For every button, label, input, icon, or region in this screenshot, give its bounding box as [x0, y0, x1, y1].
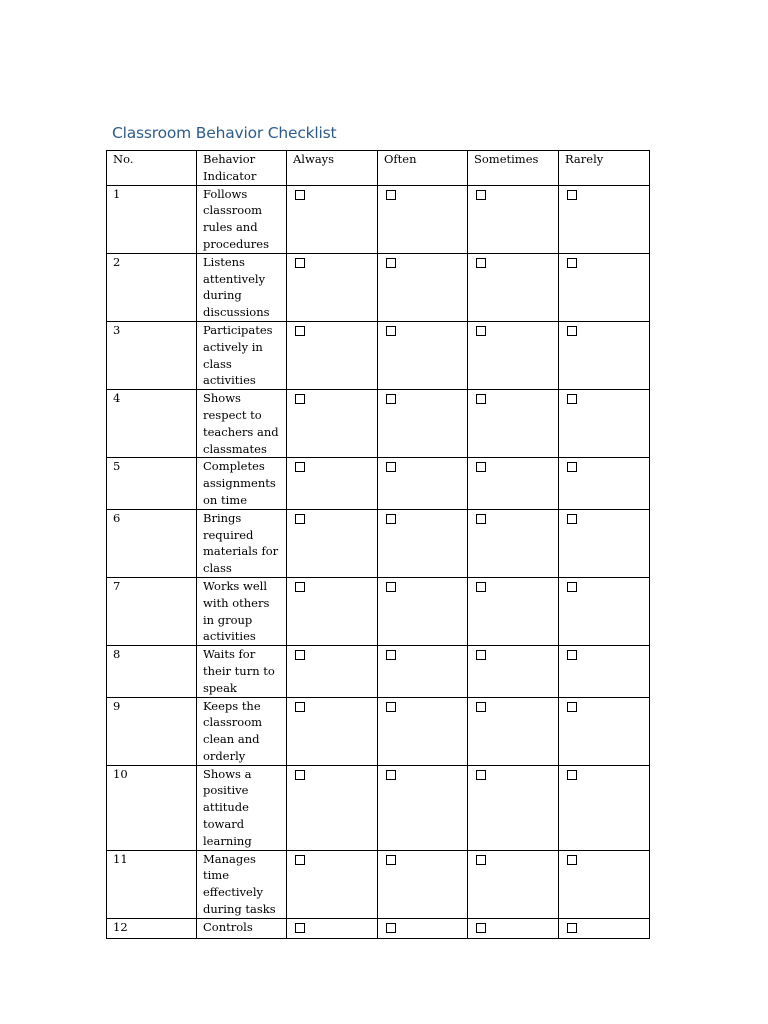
checkbox-always[interactable]	[295, 582, 305, 592]
checkbox-rarely[interactable]	[567, 258, 577, 268]
behavior-checklist-table	[106, 150, 650, 939]
rating-cell-always	[287, 509, 378, 577]
table-row	[107, 850, 650, 918]
checkbox-rarely[interactable]	[567, 855, 577, 865]
rating-cell-often	[378, 390, 468, 458]
rating-cell-rarely	[559, 321, 650, 389]
rating-cell-rarely	[559, 253, 650, 321]
rating-cell-always	[287, 646, 378, 697]
rating-cell-sometimes	[468, 765, 559, 850]
checkbox-rarely[interactable]	[567, 462, 577, 472]
rating-cell-rarely	[559, 509, 650, 577]
checkbox-often[interactable]	[386, 855, 396, 865]
rating-cell-always	[287, 321, 378, 389]
behavior-indicator-cell: Manages time effectively during tasks	[197, 850, 287, 918]
checkbox-sometimes[interactable]	[476, 582, 486, 592]
rating-cell-rarely	[559, 185, 650, 253]
rating-cell-sometimes	[468, 390, 559, 458]
rating-cell-sometimes	[468, 646, 559, 697]
checkbox-always[interactable]	[295, 855, 305, 865]
checkbox-always[interactable]	[295, 770, 305, 780]
checkbox-sometimes[interactable]	[476, 462, 486, 472]
rating-cell-rarely	[559, 697, 650, 765]
table-row	[107, 390, 650, 458]
checkbox-always[interactable]	[295, 190, 305, 200]
header-often: Often	[378, 151, 468, 186]
row-number: 10	[107, 765, 197, 850]
checkbox-often[interactable]	[386, 462, 396, 472]
row-number: 4	[107, 390, 197, 458]
checkbox-always[interactable]	[295, 514, 305, 524]
table-row	[107, 918, 650, 938]
checkbox-rarely[interactable]	[567, 394, 577, 404]
rating-cell-often	[378, 697, 468, 765]
checkbox-often[interactable]	[386, 326, 396, 336]
checkbox-rarely[interactable]	[567, 702, 577, 712]
checkbox-sometimes[interactable]	[476, 923, 486, 933]
checkbox-often[interactable]	[386, 190, 396, 200]
rating-cell-sometimes	[468, 321, 559, 389]
table-row	[107, 253, 650, 321]
row-number: 12	[107, 918, 197, 938]
table-row	[107, 458, 650, 509]
checkbox-often[interactable]	[386, 394, 396, 404]
checkbox-often[interactable]	[386, 650, 396, 660]
rating-cell-sometimes	[468, 850, 559, 918]
rating-cell-always	[287, 185, 378, 253]
row-number: 1	[107, 185, 197, 253]
rating-cell-rarely	[559, 458, 650, 509]
rating-cell-always	[287, 765, 378, 850]
checkbox-sometimes[interactable]	[476, 650, 486, 660]
checkbox-rarely[interactable]	[567, 326, 577, 336]
header-always: Always	[287, 151, 378, 186]
checkbox-rarely[interactable]	[567, 582, 577, 592]
rating-cell-sometimes	[468, 509, 559, 577]
checkbox-often[interactable]	[386, 514, 396, 524]
checkbox-often[interactable]	[386, 923, 396, 933]
rating-cell-often	[378, 765, 468, 850]
rating-cell-often	[378, 509, 468, 577]
checkbox-always[interactable]	[295, 258, 305, 268]
checkbox-rarely[interactable]	[567, 650, 577, 660]
rating-cell-rarely	[559, 850, 650, 918]
behavior-indicator-cell: Participates actively in class activities	[197, 321, 287, 389]
document-title: Classroom Behavior Checklist	[112, 124, 337, 142]
header-no: No.	[107, 151, 197, 186]
checkbox-always[interactable]	[295, 923, 305, 933]
rating-cell-always	[287, 458, 378, 509]
behavior-indicator-cell: Keeps the classroom clean and orderly	[197, 697, 287, 765]
rating-cell-often	[378, 458, 468, 509]
checkbox-often[interactable]	[386, 702, 396, 712]
rating-cell-rarely	[559, 646, 650, 697]
rating-cell-always	[287, 253, 378, 321]
row-number: 9	[107, 697, 197, 765]
table-row	[107, 321, 650, 389]
header-sometimes: Sometimes	[468, 151, 559, 186]
checkbox-rarely[interactable]	[567, 923, 577, 933]
checkbox-sometimes[interactable]	[476, 702, 486, 712]
checkbox-always[interactable]	[295, 462, 305, 472]
behavior-indicator-cell: Controls	[197, 918, 287, 938]
rating-cell-sometimes	[468, 458, 559, 509]
row-number: 2	[107, 253, 197, 321]
rating-cell-sometimes	[468, 697, 559, 765]
behavior-indicator-cell: Shows a positive attitude toward learning	[197, 765, 287, 850]
rating-cell-often	[378, 918, 468, 938]
rating-cell-rarely	[559, 577, 650, 645]
checkbox-sometimes[interactable]	[476, 326, 486, 336]
row-number: 6	[107, 509, 197, 577]
behavior-indicator-cell: Shows respect to teachers and classmates	[197, 390, 287, 458]
row-number: 3	[107, 321, 197, 389]
table-row	[107, 509, 650, 577]
row-number: 11	[107, 850, 197, 918]
rating-cell-always	[287, 850, 378, 918]
rating-cell-always	[287, 390, 378, 458]
table-row	[107, 765, 650, 850]
rating-cell-always	[287, 577, 378, 645]
table-row	[107, 646, 650, 697]
rating-cell-often	[378, 850, 468, 918]
checkbox-sometimes[interactable]	[476, 855, 486, 865]
checkbox-sometimes[interactable]	[476, 394, 486, 404]
rating-cell-rarely	[559, 765, 650, 850]
checkbox-always[interactable]	[295, 394, 305, 404]
checkbox-always[interactable]	[295, 326, 305, 336]
rating-cell-often	[378, 185, 468, 253]
checkbox-sometimes[interactable]	[476, 514, 486, 524]
checkbox-always[interactable]	[295, 650, 305, 660]
checkbox-sometimes[interactable]	[476, 770, 486, 780]
rating-cell-often	[378, 253, 468, 321]
rating-cell-rarely	[559, 918, 650, 938]
row-number: 7	[107, 577, 197, 645]
header-behavior-indicator: Behavior Indicator	[197, 151, 287, 186]
rating-cell-rarely	[559, 390, 650, 458]
behavior-indicator-cell: Works well with others in group activities	[197, 577, 287, 645]
rating-cell-always	[287, 697, 378, 765]
checkbox-sometimes[interactable]	[476, 258, 486, 268]
behavior-indicator-cell: Brings required materials for class	[197, 509, 287, 577]
header-rarely: Rarely	[559, 151, 650, 186]
behavior-indicator-cell: Follows classroom rules and procedures	[197, 185, 287, 253]
rating-cell-sometimes	[468, 918, 559, 938]
rating-cell-sometimes	[468, 185, 559, 253]
checkbox-always[interactable]	[295, 702, 305, 712]
checkbox-rarely[interactable]	[567, 514, 577, 524]
checkbox-rarely[interactable]	[567, 770, 577, 780]
behavior-indicator-cell: Completes assignments on time	[197, 458, 287, 509]
checkbox-often[interactable]	[386, 770, 396, 780]
rating-cell-always	[287, 918, 378, 938]
row-number: 8	[107, 646, 197, 697]
behavior-indicator-cell: Listens attentively during discussions	[197, 253, 287, 321]
table-header-row	[107, 151, 650, 186]
behavior-indicator-cell: Waits for their turn to speak	[197, 646, 287, 697]
rating-cell-sometimes	[468, 253, 559, 321]
rating-cell-often	[378, 577, 468, 645]
checkbox-rarely[interactable]	[567, 190, 577, 200]
rating-cell-sometimes	[468, 577, 559, 645]
rating-cell-often	[378, 321, 468, 389]
table-row	[107, 185, 650, 253]
table-row	[107, 697, 650, 765]
row-number: 5	[107, 458, 197, 509]
rating-cell-often	[378, 646, 468, 697]
checkbox-often[interactable]	[386, 582, 396, 592]
checkbox-sometimes[interactable]	[476, 190, 486, 200]
checkbox-often[interactable]	[386, 258, 396, 268]
table-row	[107, 577, 650, 645]
